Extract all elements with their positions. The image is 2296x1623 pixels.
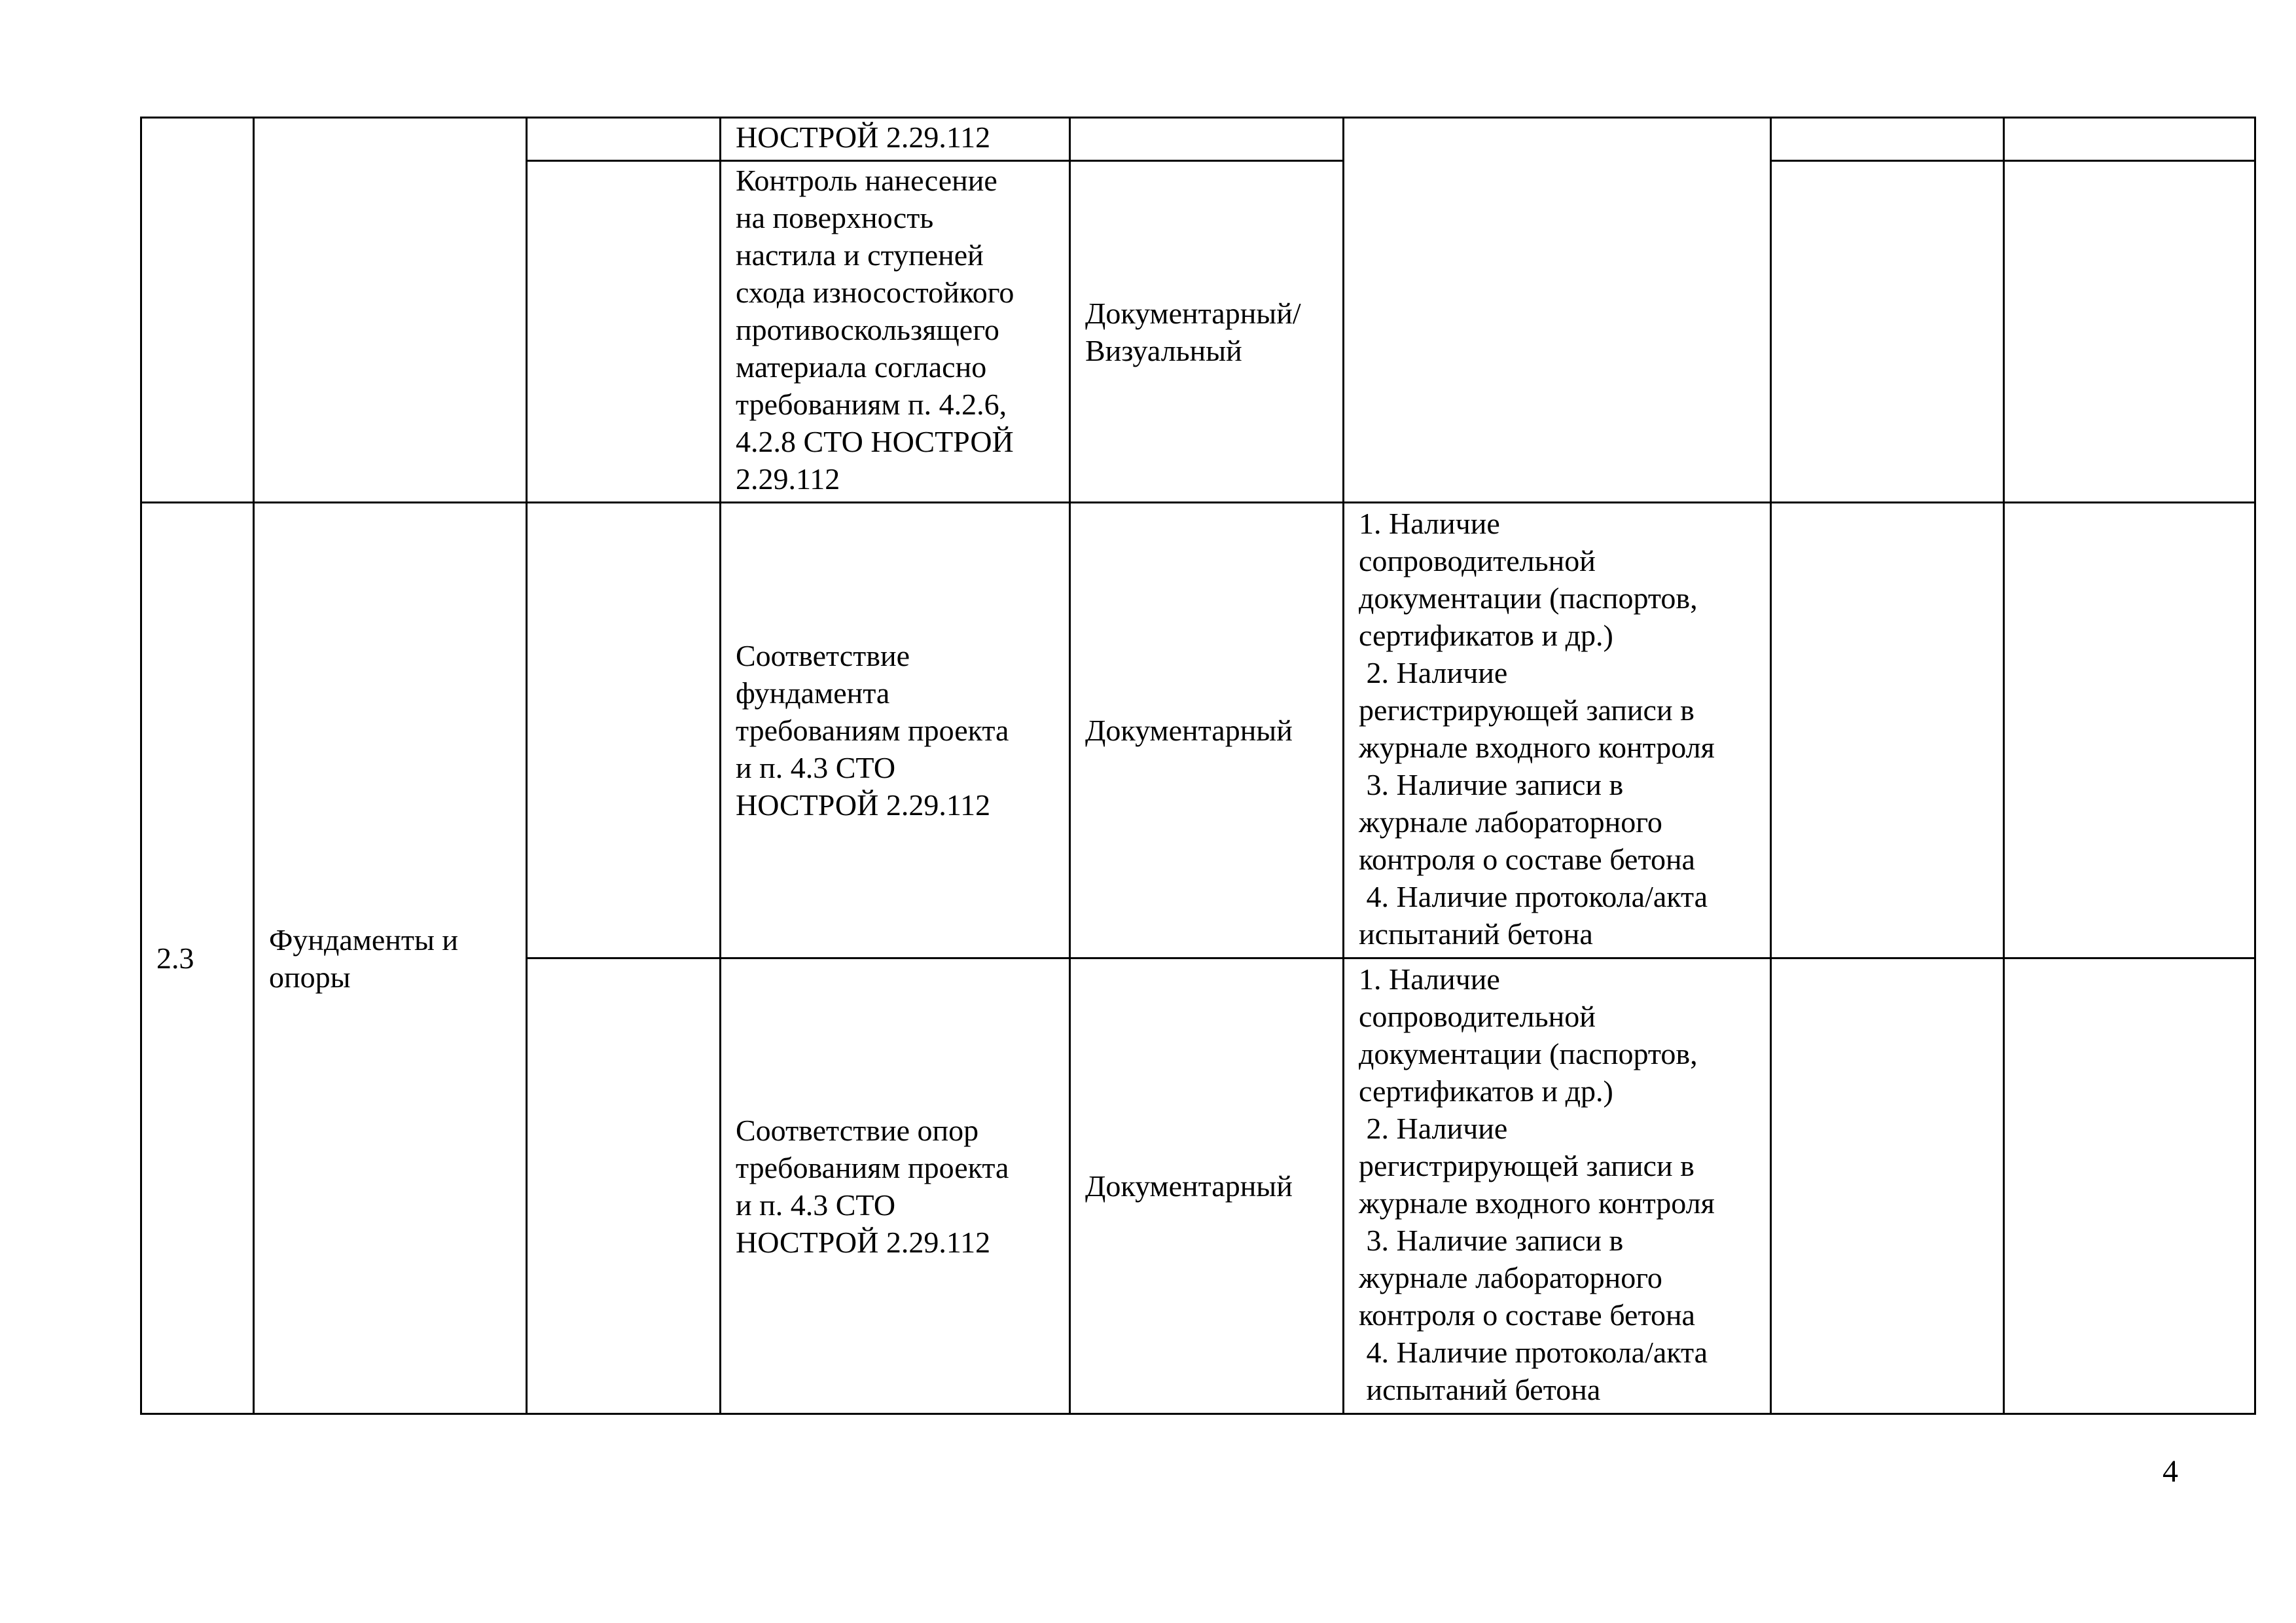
requirement-line: регистрирующей записи в [1359, 693, 1695, 727]
cell-section-number [141, 503, 254, 1414]
requirement-line: 1. Наличие [1359, 962, 1500, 996]
requirement-line: документации (паспортов, [1359, 581, 1698, 615]
section-name-line: Фундаменты и [269, 922, 459, 957]
criterion-text: НОСТРОЙ 2.29.112 [736, 120, 991, 154]
cell-criterion-tail [721, 118, 1070, 161]
section-name-line: опоры [269, 960, 351, 994]
requirement-line: испытаний бетона [1359, 917, 1593, 951]
cell-empty [1771, 161, 2004, 503]
requirement-line: регистрирующей записи в [1359, 1148, 1695, 1182]
criterion-line: материала согласно [736, 350, 987, 384]
cell-requirements [1344, 958, 1771, 1414]
criterion-line: требованиям проекта [736, 1150, 1009, 1184]
requirement-line: 3. Наличие записи в [1359, 767, 1624, 801]
cell-section-name [254, 503, 527, 1414]
method-text: Документарный [1085, 714, 1293, 747]
criterion-line: схода износостойкого [736, 276, 1014, 309]
requirement-line: документации (паспортов, [1359, 1036, 1698, 1070]
requirement-line: контроля о составе бетона [1359, 1298, 1695, 1332]
cell-number-empty [141, 118, 254, 503]
table-row [141, 118, 2255, 161]
cell-empty [2004, 118, 2255, 161]
criterion-line: требованиям проекта [736, 714, 1009, 747]
requirement-line: 2. Наличие [1359, 1111, 1508, 1145]
cell-criterion [721, 958, 1070, 1414]
cell-empty [527, 118, 721, 161]
method-line: Документарный/ [1085, 296, 1301, 330]
cell-empty [2004, 503, 2255, 958]
criterion-line: Соответствие [736, 639, 910, 672]
cell-empty [527, 503, 721, 958]
requirement-line: сертификатов и др.) [1359, 618, 1613, 652]
criterion-line: 4.2.8 СТО НОСТРОЙ [736, 425, 1014, 458]
cell-empty [2004, 958, 2255, 1414]
requirement-line: журнале входного контроля [1359, 1186, 1715, 1220]
cell-criterion [721, 503, 1070, 958]
criterion-line: фундамента [736, 676, 890, 710]
requirement-line: журнале лабораторного [1359, 1260, 1662, 1294]
cell-method [1070, 503, 1344, 958]
cell-requirements [1344, 503, 1771, 958]
requirement-line: 3. Наличие записи в [1359, 1223, 1624, 1257]
cell-empty [1771, 118, 2004, 161]
criterion-line: Контроль нанесение [736, 164, 997, 197]
criterion-line: Соответствие опор [736, 1113, 979, 1147]
criterion-line: и п. 4.3 СТО [736, 751, 896, 784]
control-table [140, 117, 2256, 1415]
cell-criterion [721, 161, 1070, 503]
cell-empty [1771, 503, 2004, 958]
section-number: 2.3 [156, 941, 194, 975]
requirement-line: 4. Наличие протокола/акта [1359, 879, 1708, 913]
table-row [141, 503, 2255, 958]
criterion-line: НОСТРОЙ 2.29.112 [736, 788, 991, 822]
requirement-line: сопроводительной [1359, 543, 1596, 577]
cell-empty [1771, 958, 2004, 1414]
page-number: 4 [2162, 1454, 2178, 1489]
requirement-line: 2. Наличие [1359, 655, 1508, 689]
cell-empty [527, 958, 721, 1414]
criterion-line: 2.29.112 [736, 462, 840, 496]
requirement-line: 1. Наличие [1359, 506, 1500, 540]
requirement-line: сопроводительной [1359, 999, 1596, 1033]
requirement-line: испытаний бетона [1359, 1372, 1601, 1406]
cell-name-empty [254, 118, 527, 503]
criterion-line: противоскользящего [736, 313, 999, 346]
requirement-line: 4. Наличие протокола/акта [1359, 1335, 1708, 1369]
cell-empty [2004, 161, 2255, 503]
requirement-line: сертификатов и др.) [1359, 1074, 1613, 1108]
requirement-line: журнале лабораторного [1359, 805, 1662, 839]
cell-method [1070, 161, 1344, 503]
criterion-line: настила и ступеней [736, 238, 984, 272]
method-text: Документарный [1085, 1169, 1293, 1203]
requirement-line: журнале входного контроля [1359, 730, 1715, 764]
criterion-line: требованиям п. 4.2.6, [736, 388, 1007, 421]
cell-method [1070, 958, 1344, 1414]
cell-requirements-empty [1344, 118, 1771, 503]
requirement-line: контроля о составе бетона [1359, 842, 1695, 876]
cell-empty [1070, 118, 1344, 161]
cell-empty [527, 161, 721, 503]
criterion-line: НОСТРОЙ 2.29.112 [736, 1225, 991, 1259]
method-line: Визуальный [1085, 333, 1242, 367]
criterion-line: на поверхность [736, 201, 934, 234]
criterion-line: и п. 4.3 СТО [736, 1188, 896, 1222]
